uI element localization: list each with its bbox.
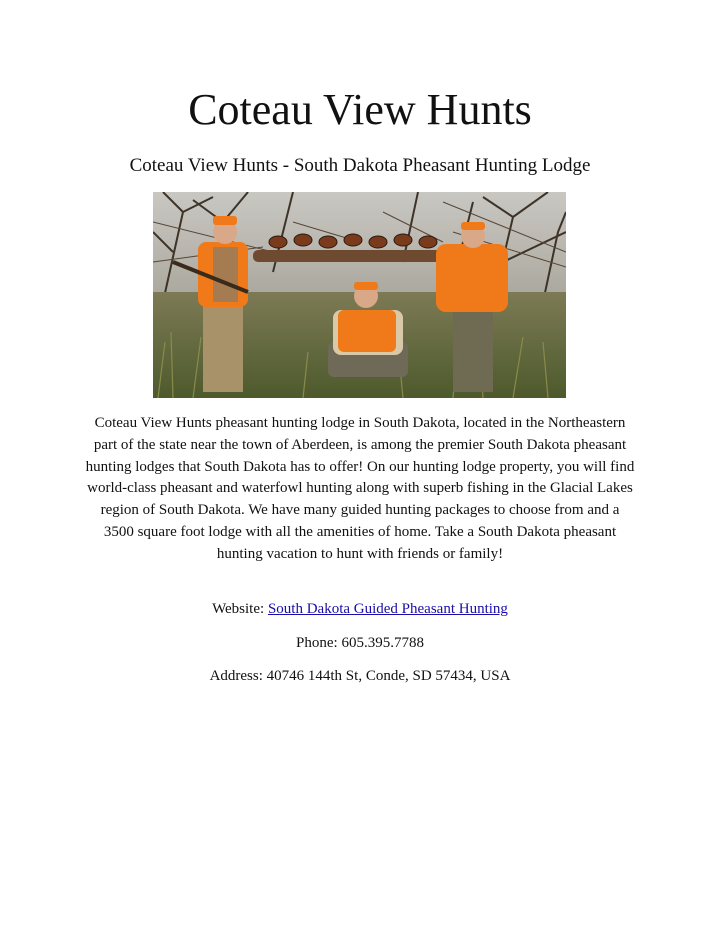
hunters-photo-illustration xyxy=(153,192,566,398)
lodge-description: Coteau View Hunts pheasant hunting lodge in South Dakota, located in the Northeastern part of the state near the town of Aberdeen, is among the premier South Dakota pheasant hunting lodges that South Dakota has to offer! On our hunting lodge property, you will find world-class pheasant and waterfowl hunting along with superb fishing in the Glacial Lakes region of South Dakota. We have many guided hunting packages to choose from and a 3500 square foot lodge with all the amenities of home. Take a South Dakota pheasant hunting vacation to hunt with friends or family! xyxy=(85,415,635,562)
website-link[interactable]: South Dakota Guided Pheasant Hunting xyxy=(267,601,508,617)
website-line xyxy=(0,599,720,619)
page-title: Coteau View Hunts xyxy=(188,85,532,134)
address-line: Address: 40746 144th St, Conde, SD 57434, USA xyxy=(209,668,511,684)
page-subtitle: Coteau View Hunts - South Dakota Pheasant Hunting Lodge xyxy=(129,155,591,176)
website-label: Website: xyxy=(212,601,268,617)
phone-line: Phone: 605.395.7788 xyxy=(296,635,424,651)
hunters-photo xyxy=(153,192,566,398)
